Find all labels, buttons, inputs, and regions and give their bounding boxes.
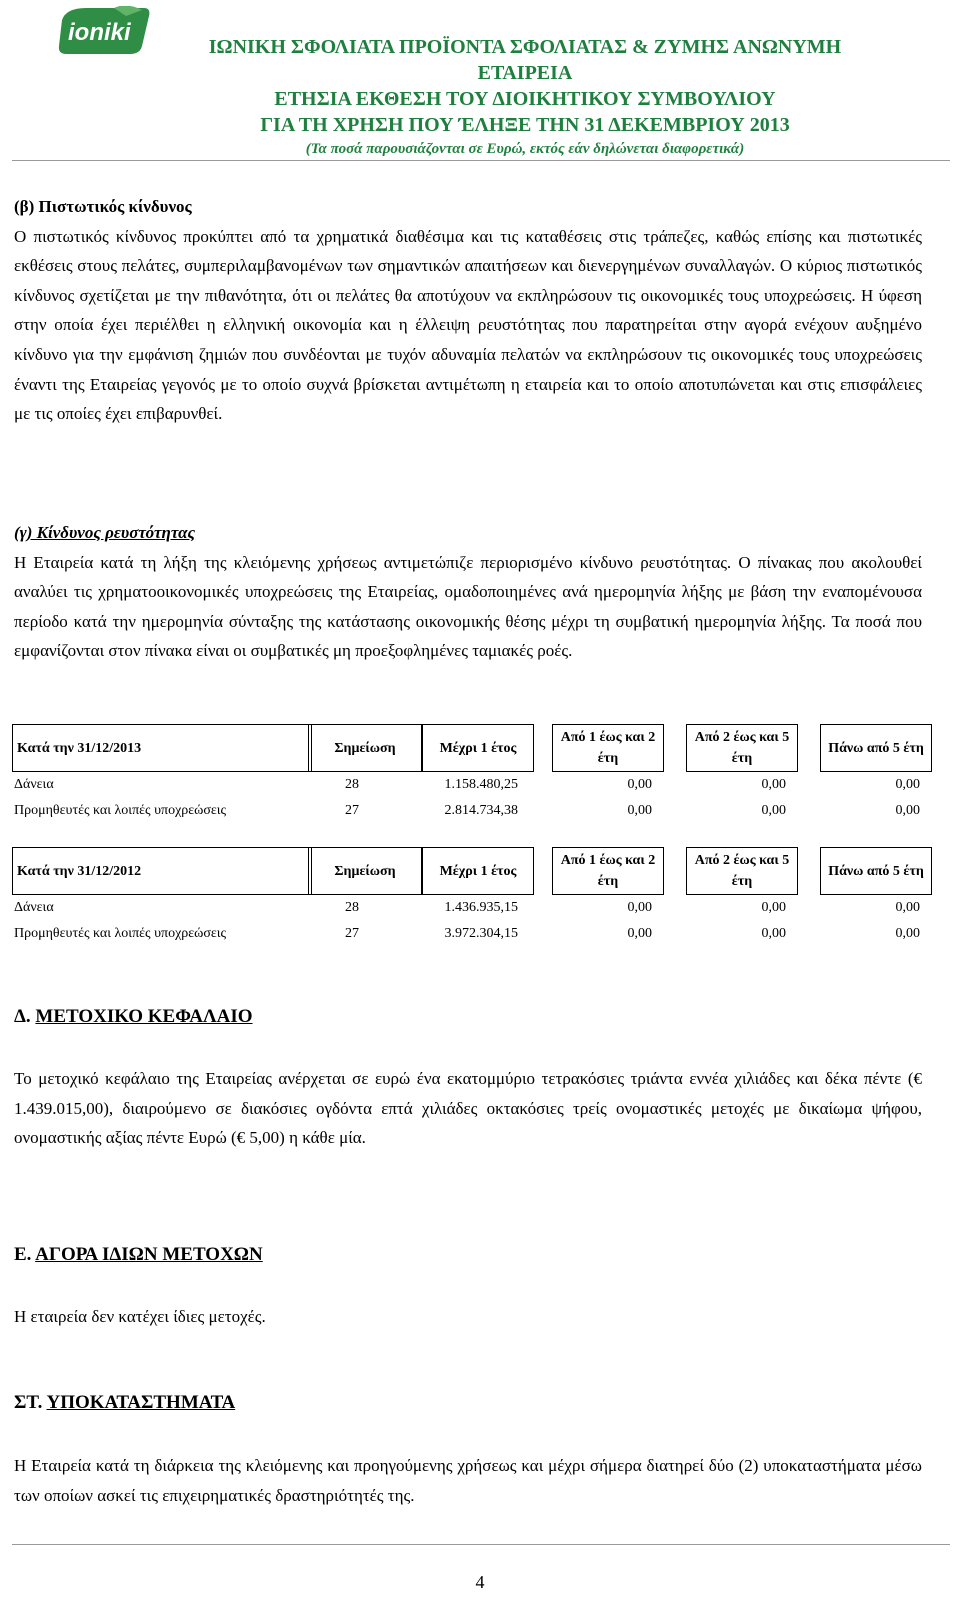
header-1-to-2-years: Από 1 έως και 2 έτη <box>552 724 664 772</box>
row-1-to-2-years: 0,00 <box>627 900 652 915</box>
report-title: ΕΤΗΣΙΑ ΕΚΘΕΣΗ ΤΟΥ ΔΙΟΙΚΗΤΙΚΟΥ ΣΥΜΒΟΥΛΙΟΥ <box>274 88 776 110</box>
currency-note: (Τα ποσά παρουσιάζονται σε Ευρώ, εκτός εάν δηλώνεται διαφορετικά) <box>305 141 745 157</box>
row-over-5-years: 0,00 <box>895 803 920 818</box>
row-2-to-5-years: 0,00 <box>761 777 786 792</box>
table-row <box>12 895 932 921</box>
header-date: Κατά την 31/12/2012 <box>12 847 312 895</box>
row-label: Δάνεια <box>14 900 54 915</box>
report-period: ΓΙΑ ΤΗ ΧΡΗΣΗ ΠΟΥ ΈΛΗΞΕ ΤΗΝ 31 ΔΕΚΕΜΒΡΙΟΥ 2013 <box>260 114 790 136</box>
liquidity-risk-heading: (γ) Κίνδυνος ρευστότητας <box>14 523 196 542</box>
share-capital-prefix: Δ. <box>14 1006 31 1027</box>
row-label: Προμηθευτές και λοιπές υποχρεώσεις <box>14 803 227 818</box>
header-up-to-1-year: Μέχρι 1 έτος <box>422 847 534 895</box>
share-capital-title <box>14 1006 253 1028</box>
header-1-to-2-years: Από 1 έως και 2 έτη <box>552 847 664 895</box>
table-header <box>12 724 932 772</box>
header-2-to-5-years: Από 2 έως και 5 έτη <box>686 724 798 772</box>
table-header <box>12 847 932 895</box>
share-capital-heading: ΜΕΤΟΧΙΚΟ ΚΕΦΑΛΑΙΟ <box>35 1006 253 1027</box>
row-1-to-2-years: 0,00 <box>627 777 652 792</box>
branches-heading: ΥΠΟΚΑΤΑΣΤΗΜΑΤΑ <box>46 1392 236 1413</box>
branches-title <box>14 1392 235 1414</box>
row-note: 27 <box>345 926 359 941</box>
row-over-5-years: 0,00 <box>895 900 920 915</box>
header-over-5-years: Πάνω από 5 έτη <box>820 724 932 772</box>
row-1-to-2-years: 0,00 <box>627 803 652 818</box>
branches-prefix: ΣΤ. <box>14 1392 43 1413</box>
row-over-5-years: 0,00 <box>895 777 920 792</box>
treasury-shares-heading: ΑΓΟΡΑ ΙΔΙΩΝ ΜΕΤΟΧΩΝ <box>35 1244 263 1265</box>
branches-paragraph: Η Εταιρεία κατά τη διάρκεια της κλειόμενης και προηγούμενης χρήσεως και μέχρι σήμερα διατηρεί δύο (2) υποκαταστήματα μέσω των οποίων ασκεί τις επιχειρηματικές δραστηριότητές της. <box>14 1456 922 1505</box>
row-note: 27 <box>345 803 359 818</box>
row-2-to-5-years: 0,00 <box>761 926 786 941</box>
header-up-to-1-year: Μέχρι 1 έτος <box>422 724 534 772</box>
ioniki-logo <box>56 6 152 56</box>
credit-risk-paragraph: Ο πιστωτικός κίνδυνος προκύπτει από τα χρηματικά διαθέσιμα και τις καταθέσεις στις τράπεζες, καθώς επίσης και πιστωτικές εκθέσεις στους πελάτες, συμπεριλαμβανομένων των σημαντικών απαιτήσεων και διενεργημένων συναλλαγών. Ο κύριος πιστωτικός κίνδυνος σχετίζεται με την πιθανότητα, ότι οι πελάτες θα αποτύχουν να εκπληρώσουν τις οικονομικές τους υποχρεώσεις. Η ύφεση στην οποία έχει περιέλθει η ελληνική οικονομία και η έλλειψη ρευστότητας που παρατηρείται στην αγορά ενέχουν αυξημένο κίνδυνο για την εμφάνιση ζημιών που συνδέονται με τυχόν αδυναμία πελατών να εκπληρώσουν τις οικονομικές τους υποχρεώσεις έναντι της Εταιρείας γεγονός με το οποίο συχνά βρίσκεται αντιμέτωπη η εταιρεία και το οποίο αποτυπώνεται και στις επισφάλειες με τις οποίες έχει επιβαρυνθεί. <box>14 226 922 424</box>
footer-divider <box>12 1544 950 1545</box>
row-2-to-5-years: 0,00 <box>761 900 786 915</box>
company-name-line1: ΙΩΝΙΚΗ ΣΦΟΛΙΑΤΑ ΠΡΟΪΟΝΤΑ ΣΦΟΛΙΑΤΑΣ & ΖΥΜΗΣ ΑΝΩΝΥΜΗ <box>208 36 842 58</box>
table-row <box>12 772 932 798</box>
header-note: Σημείωση <box>308 847 422 895</box>
liquidity-table-2013 <box>12 724 932 824</box>
row-note: 28 <box>345 900 359 915</box>
header-date: Κατά την 31/12/2013 <box>12 724 312 772</box>
share-capital-paragraph: Το μετοχικό κεφάλαιο της Εταιρείας ανέρχεται σε ευρώ ένα εκατομμύριο τετρακόσιες τριάντα εννέα χιλιάδες και δέκα πέντε (€ 1.439.015,00), διαιρούμενο σε διακόσιες ογδόντα επτά χιλιάδες οκτακόσιες τρείς ονομαστικές μετοχές με δικαίωμα ψήφου, ονομαστικής αξίας πέντε Ευρώ (€ 5,00) η κάθε μία. <box>14 1069 922 1148</box>
page-number: 4 <box>475 1572 485 1592</box>
row-up-to-1-year: 3.972.304,15 <box>444 926 518 941</box>
liquidity-risk-section <box>14 518 922 666</box>
treasury-shares-prefix: Ε. <box>14 1244 32 1265</box>
liquidity-table-2012 <box>12 847 932 947</box>
table-row <box>12 798 932 824</box>
credit-risk-section <box>14 192 922 429</box>
row-up-to-1-year: 2.814.734,38 <box>444 803 518 818</box>
row-2-to-5-years: 0,00 <box>761 803 786 818</box>
row-1-to-2-years: 0,00 <box>627 926 652 941</box>
report-header <box>150 34 900 160</box>
row-up-to-1-year: 1.436.935,15 <box>444 900 518 915</box>
header-2-to-5-years: Από 2 έως και 5 έτη <box>686 847 798 895</box>
treasury-shares-paragraph: Η εταιρεία δεν κατέχει ίδιες μετοχές. <box>14 1307 266 1326</box>
row-label: Προμηθευτές και λοιπές υποχρεώσεις <box>14 926 227 941</box>
logo-text: ioniki <box>68 19 131 46</box>
header-note: Σημείωση <box>308 724 422 772</box>
row-over-5-years: 0,00 <box>895 926 920 941</box>
table-row <box>12 921 932 947</box>
header-over-5-years: Πάνω από 5 έτη <box>820 847 932 895</box>
row-note: 28 <box>345 777 359 792</box>
row-up-to-1-year: 1.158.480,25 <box>444 777 518 792</box>
treasury-shares-title <box>14 1244 263 1266</box>
credit-risk-heading: (β) Πιστωτικός κίνδυνος <box>14 197 192 216</box>
header-divider <box>12 160 950 161</box>
liquidity-risk-paragraph: Η Εταιρεία κατά τη λήξη της κλειόμενης χρήσεως αντιμετώπιζε περιορισμένο κίνδυνο ρευστότητας. Ο πίνακας που ακολουθεί αναλύει τις χρηματοοικονομικές υποχρεώσεις της Εταιρείας, ομαδοποιημένες ανά ημερομηνία λήξης με βάση την εναπομένουσα περίοδο κατά την ημερομηνία σύνταξης της κατάστασης οικονομικής θέσης μέχρι τη συμβατική ημερομηνία λήξης. Τα ποσά που εμφανίζονται στον πίνακα είναι οι συμβατικές μη προεξοφλημένες ταμιακές ροές. <box>14 552 922 661</box>
row-label: Δάνεια <box>14 777 54 792</box>
company-name-line2: ΕΤΑΙΡΕΙΑ <box>477 62 573 84</box>
